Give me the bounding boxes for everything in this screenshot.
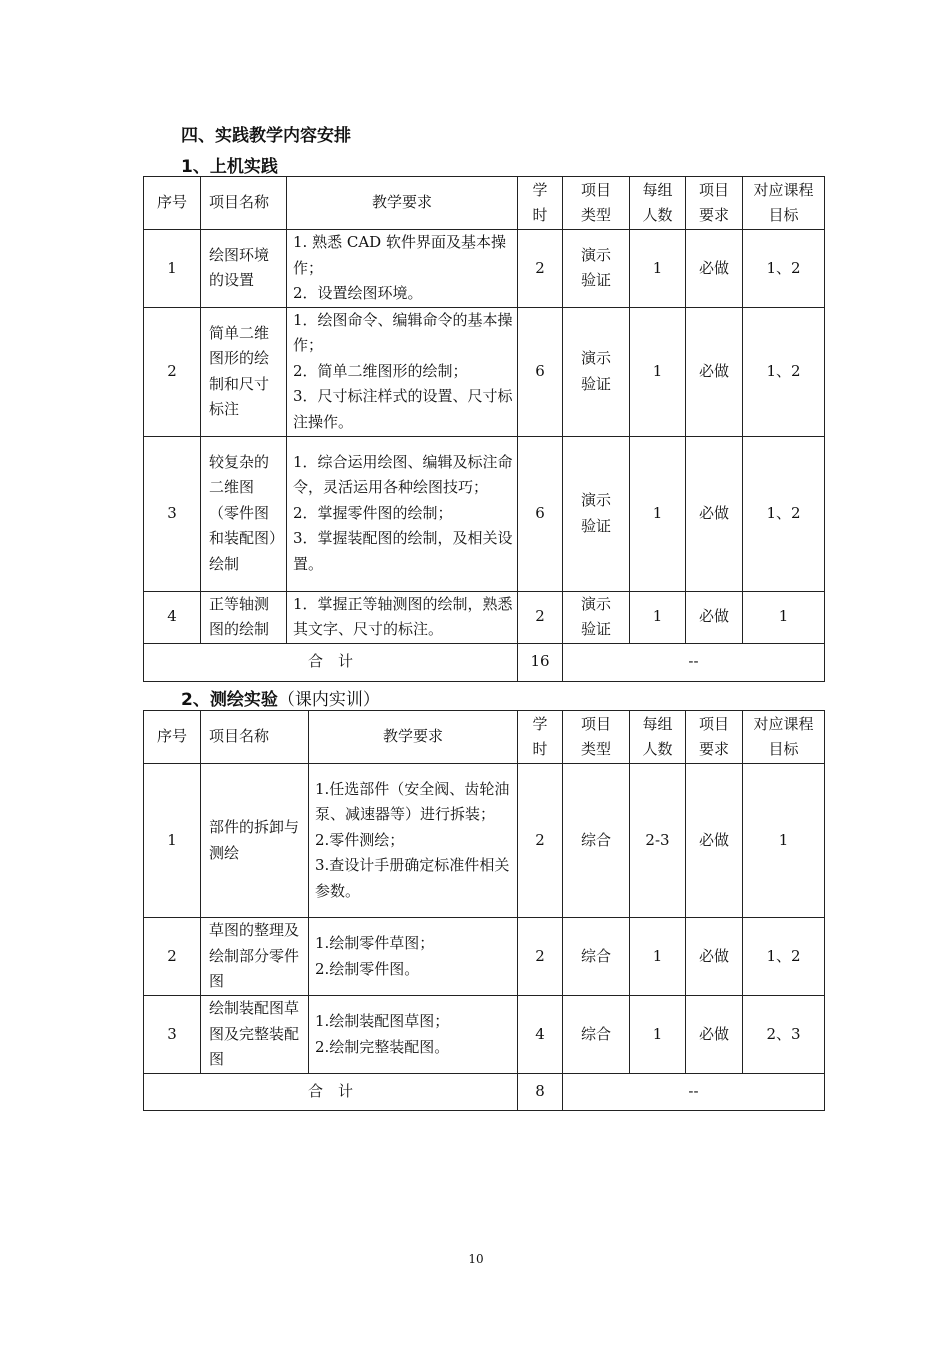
header-demand: 项目要求	[686, 177, 743, 230]
cell-type: 演示验证	[563, 591, 630, 643]
cell-demand: 必做	[686, 591, 743, 643]
cell-seq: 2	[144, 307, 201, 436]
cell-req: 1.绘制零件草图； 2.绘制零件图。	[309, 918, 518, 996]
cell-req: 1．掌握正等轴测图的绘制，熟悉其文字、尺寸的标注。	[287, 591, 518, 643]
section-title: 四、实践教学内容安排	[181, 126, 351, 146]
header-hours: 学时	[518, 177, 563, 230]
practice-table-1	[143, 176, 825, 682]
total-label: 合 计	[144, 1074, 518, 1111]
total-hours: 16	[518, 643, 563, 681]
page-number: 10	[468, 1252, 484, 1266]
cell-type: 演示验证	[563, 230, 630, 308]
header-type: 项目类型	[563, 177, 630, 230]
table-row	[144, 918, 825, 996]
total-row	[144, 1074, 825, 1111]
cell-people: 1	[630, 230, 686, 308]
total-hours: 8	[518, 1074, 563, 1111]
cell-name: 较复杂的二维图（零件图和装配图）绘制	[201, 436, 287, 591]
cell-goal: 2、3	[743, 996, 825, 1074]
cell-name: 正等轴测图的绘制	[201, 591, 287, 643]
cell-req: 1.绘制装配图草图； 2.绘制完整装配图。	[309, 996, 518, 1074]
table-header-row	[144, 177, 825, 230]
cell-type: 综合	[563, 996, 630, 1074]
cell-hours: 2	[518, 591, 563, 643]
table-header-row	[144, 711, 825, 764]
cell-name: 绘制装配图草图及完整装配图	[201, 996, 309, 1074]
cell-people: 1	[630, 591, 686, 643]
practice-table-2	[143, 710, 825, 1111]
table-row	[144, 591, 825, 643]
header-req: 教学要求	[309, 711, 518, 764]
header-people: 每组人数	[630, 177, 686, 230]
header-hours: 学时	[518, 711, 563, 764]
header-type: 项目类型	[563, 711, 630, 764]
cell-people: 1	[630, 436, 686, 591]
cell-goal: 1	[743, 591, 825, 643]
cell-req: 1．绘图命令、编辑命令的基本操作； 2．简单二维图形的绘制； 3．尺寸标注样式的设置、尺寸标注操作。	[287, 307, 518, 436]
header-goal: 对应课程目标	[743, 177, 825, 230]
cell-hours: 2	[518, 918, 563, 996]
cell-goal: 1、2	[743, 918, 825, 996]
cell-hours: 6	[518, 436, 563, 591]
cell-req: 1. 熟悉 CAD 软件界面及基本操作； 2．设置绘图环境。	[287, 230, 518, 308]
cell-type: 演示验证	[563, 436, 630, 591]
header-goal: 对应课程目标	[743, 711, 825, 764]
cell-hours: 4	[518, 996, 563, 1074]
cell-demand: 必做	[686, 918, 743, 996]
header-demand: 项目要求	[686, 711, 743, 764]
cell-goal: 1、2	[743, 230, 825, 308]
table-row	[144, 230, 825, 308]
total-rest: --	[563, 1074, 825, 1111]
cell-people: 1	[630, 996, 686, 1074]
cell-people: 1	[630, 918, 686, 996]
table-row	[144, 307, 825, 436]
cell-hours: 2	[518, 230, 563, 308]
cell-type: 演示验证	[563, 307, 630, 436]
cell-req: 1．综合运用绘图、编辑及标注命令，灵活运用各种绘图技巧； 2．掌握零件图的绘制； 3．掌握装配图的绘制，及相关设置。	[287, 436, 518, 591]
table-row	[144, 996, 825, 1074]
header-name: 项目名称	[201, 177, 287, 230]
total-label: 合 计	[144, 643, 518, 681]
cell-seq: 3	[144, 436, 201, 591]
cell-name: 简单二维图形的绘制和尺寸标注	[201, 307, 287, 436]
part2-title-bold: 2、测绘实验	[181, 690, 278, 710]
cell-people: 2-3	[630, 764, 686, 918]
header-name: 项目名称	[201, 711, 309, 764]
cell-type: 综合	[563, 764, 630, 918]
cell-seq: 3	[144, 996, 201, 1074]
cell-goal: 1、2	[743, 436, 825, 591]
header-people: 每组人数	[630, 711, 686, 764]
cell-req: 1.任选部件（安全阀、齿轮油泵、减速器等）进行拆装； 2.零件测绘； 3.查设计手册确定标准件相关参数。	[309, 764, 518, 918]
total-row	[144, 643, 825, 681]
cell-seq: 1	[144, 230, 201, 308]
part1-title: 1、上机实践	[181, 157, 278, 177]
cell-people: 1	[630, 307, 686, 436]
total-rest: --	[563, 643, 825, 681]
cell-hours: 6	[518, 307, 563, 436]
cell-goal: 1、2	[743, 307, 825, 436]
cell-demand: 必做	[686, 996, 743, 1074]
cell-name: 部件的拆卸与测绘	[201, 764, 309, 918]
part2-title-note: （课内实训）	[277, 690, 380, 710]
header-seq: 序号	[144, 711, 201, 764]
cell-demand: 必做	[686, 307, 743, 436]
cell-seq: 2	[144, 918, 201, 996]
cell-seq: 4	[144, 591, 201, 643]
cell-demand: 必做	[686, 436, 743, 591]
cell-demand: 必做	[686, 230, 743, 308]
cell-type: 综合	[563, 918, 630, 996]
cell-name: 绘图环境的设置	[201, 230, 287, 308]
cell-name: 草图的整理及绘制部分零件图	[201, 918, 309, 996]
table-row	[144, 436, 825, 591]
cell-hours: 2	[518, 764, 563, 918]
cell-demand: 必做	[686, 764, 743, 918]
header-req: 教学要求	[287, 177, 518, 230]
header-seq: 序号	[144, 177, 201, 230]
part2-title	[181, 685, 380, 710]
cell-goal: 1	[743, 764, 825, 918]
cell-seq: 1	[144, 764, 201, 918]
table-row	[144, 764, 825, 918]
